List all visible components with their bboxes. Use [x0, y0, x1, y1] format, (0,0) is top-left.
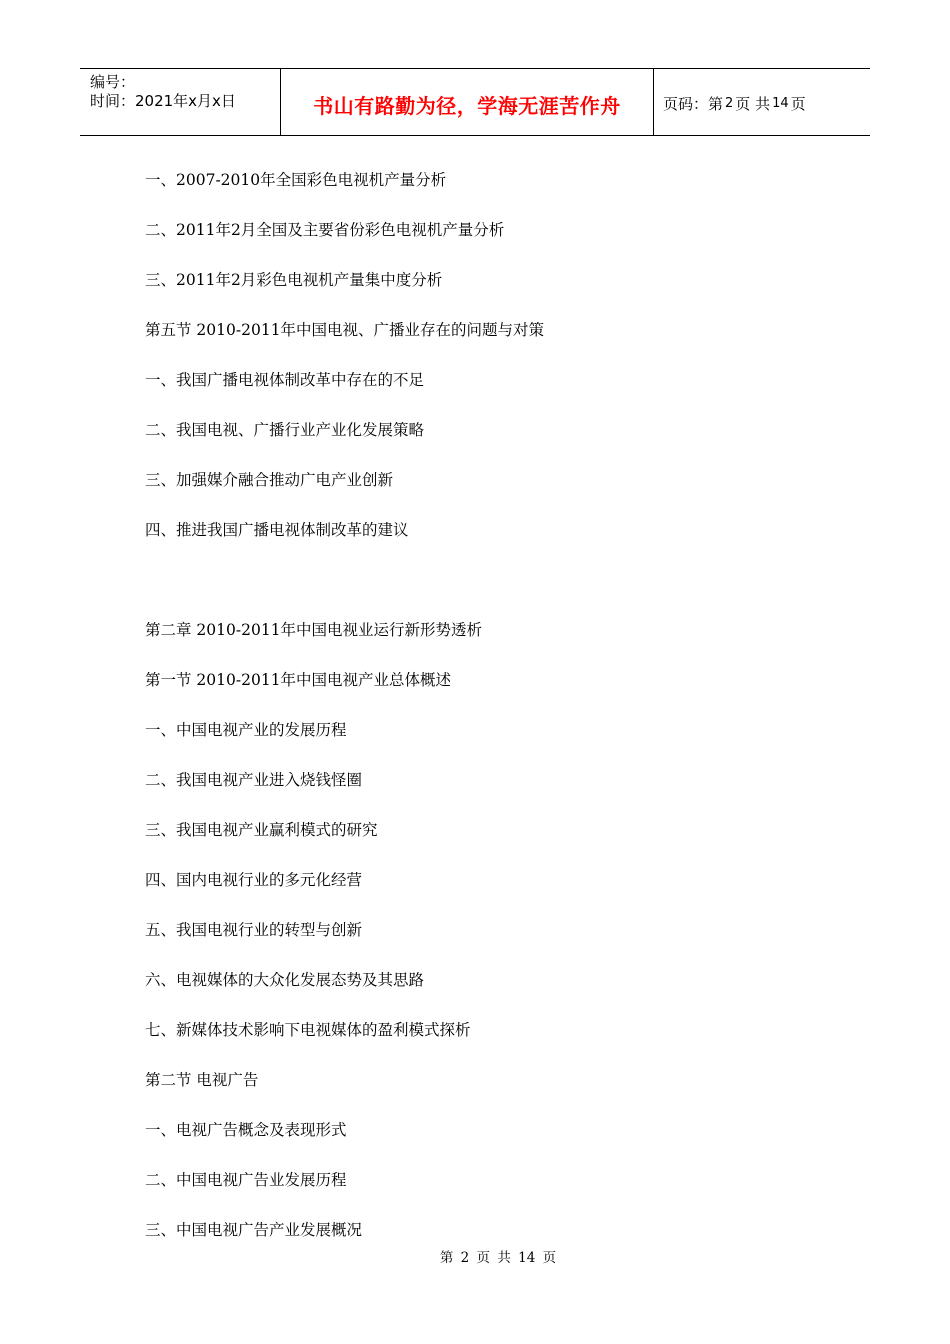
toc-item: 第二章 2010-2011年中国电视业运行新形势透析 [145, 621, 483, 639]
document-time-label: 时间：2021年x月x日 [90, 92, 236, 110]
toc-blank-line [145, 568, 845, 618]
toc-item: 六、电视媒体的大众化发展态势及其思路 [145, 971, 425, 989]
toc-item: 二、我国电视产业进入烧钱怪圈 [145, 771, 363, 789]
toc-item: 七、新媒体技术影响下电视媒体的盈利模式探析 [145, 1021, 471, 1039]
toc-item: 二、2011年2月全国及主要省份彩色电视机产量分析 [145, 221, 505, 239]
page-mid: 页 共 [735, 94, 771, 113]
toc-item: 一、2007-2010年全国彩色电视机产量分析 [145, 171, 447, 189]
page-prefix: 页码：第 [663, 94, 724, 113]
header-motto: 书山有路勤为径，学海无涯苦作舟 [281, 69, 654, 135]
toc-item: 一、电视广告概念及表现形式 [145, 1121, 347, 1139]
table-of-contents [145, 168, 845, 1268]
toc-item: 四、国内电视行业的多元化经营 [145, 871, 363, 889]
page-total-number: 14 [772, 95, 789, 111]
toc-item: 二、中国电视广告业发展历程 [145, 1171, 347, 1189]
toc-item: 二、我国电视、广播行业产业化发展策略 [145, 421, 425, 439]
page-footer: 第 2 页 共 14 页 [439, 1250, 557, 1266]
toc-item: 一、我国广播电视体制改革中存在的不足 [145, 371, 425, 389]
toc-item: 三、我国电视产业赢利模式的研究 [145, 821, 378, 839]
toc-item: 五、我国电视行业的转型与创新 [145, 921, 363, 939]
toc-item: 三、加强媒介融合推动广电产业创新 [145, 471, 394, 489]
toc-item: 四、推进我国广播电视体制改革的建议 [145, 521, 409, 539]
header-meta-cell [80, 69, 281, 135]
document-number-label: 编号： [90, 73, 136, 91]
page-suffix: 页 [790, 94, 806, 113]
toc-item: 三、中国电视广告产业发展概况 [145, 1221, 363, 1239]
toc-item: 三、2011年2月彩色电视机产量集中度分析 [145, 271, 443, 289]
toc-item: 一、中国电视产业的发展历程 [145, 721, 347, 739]
header-page-indicator [654, 69, 870, 135]
page-header [80, 68, 870, 136]
toc-item: 第二节 电视广告 [145, 1071, 259, 1089]
toc-item: 第一节 2010-2011年中国电视产业总体概述 [145, 671, 452, 689]
page-current-number: 2 [725, 95, 734, 111]
toc-item: 第五节 2010-2011年中国电视、广播业存在的问题与对策 [145, 321, 545, 339]
